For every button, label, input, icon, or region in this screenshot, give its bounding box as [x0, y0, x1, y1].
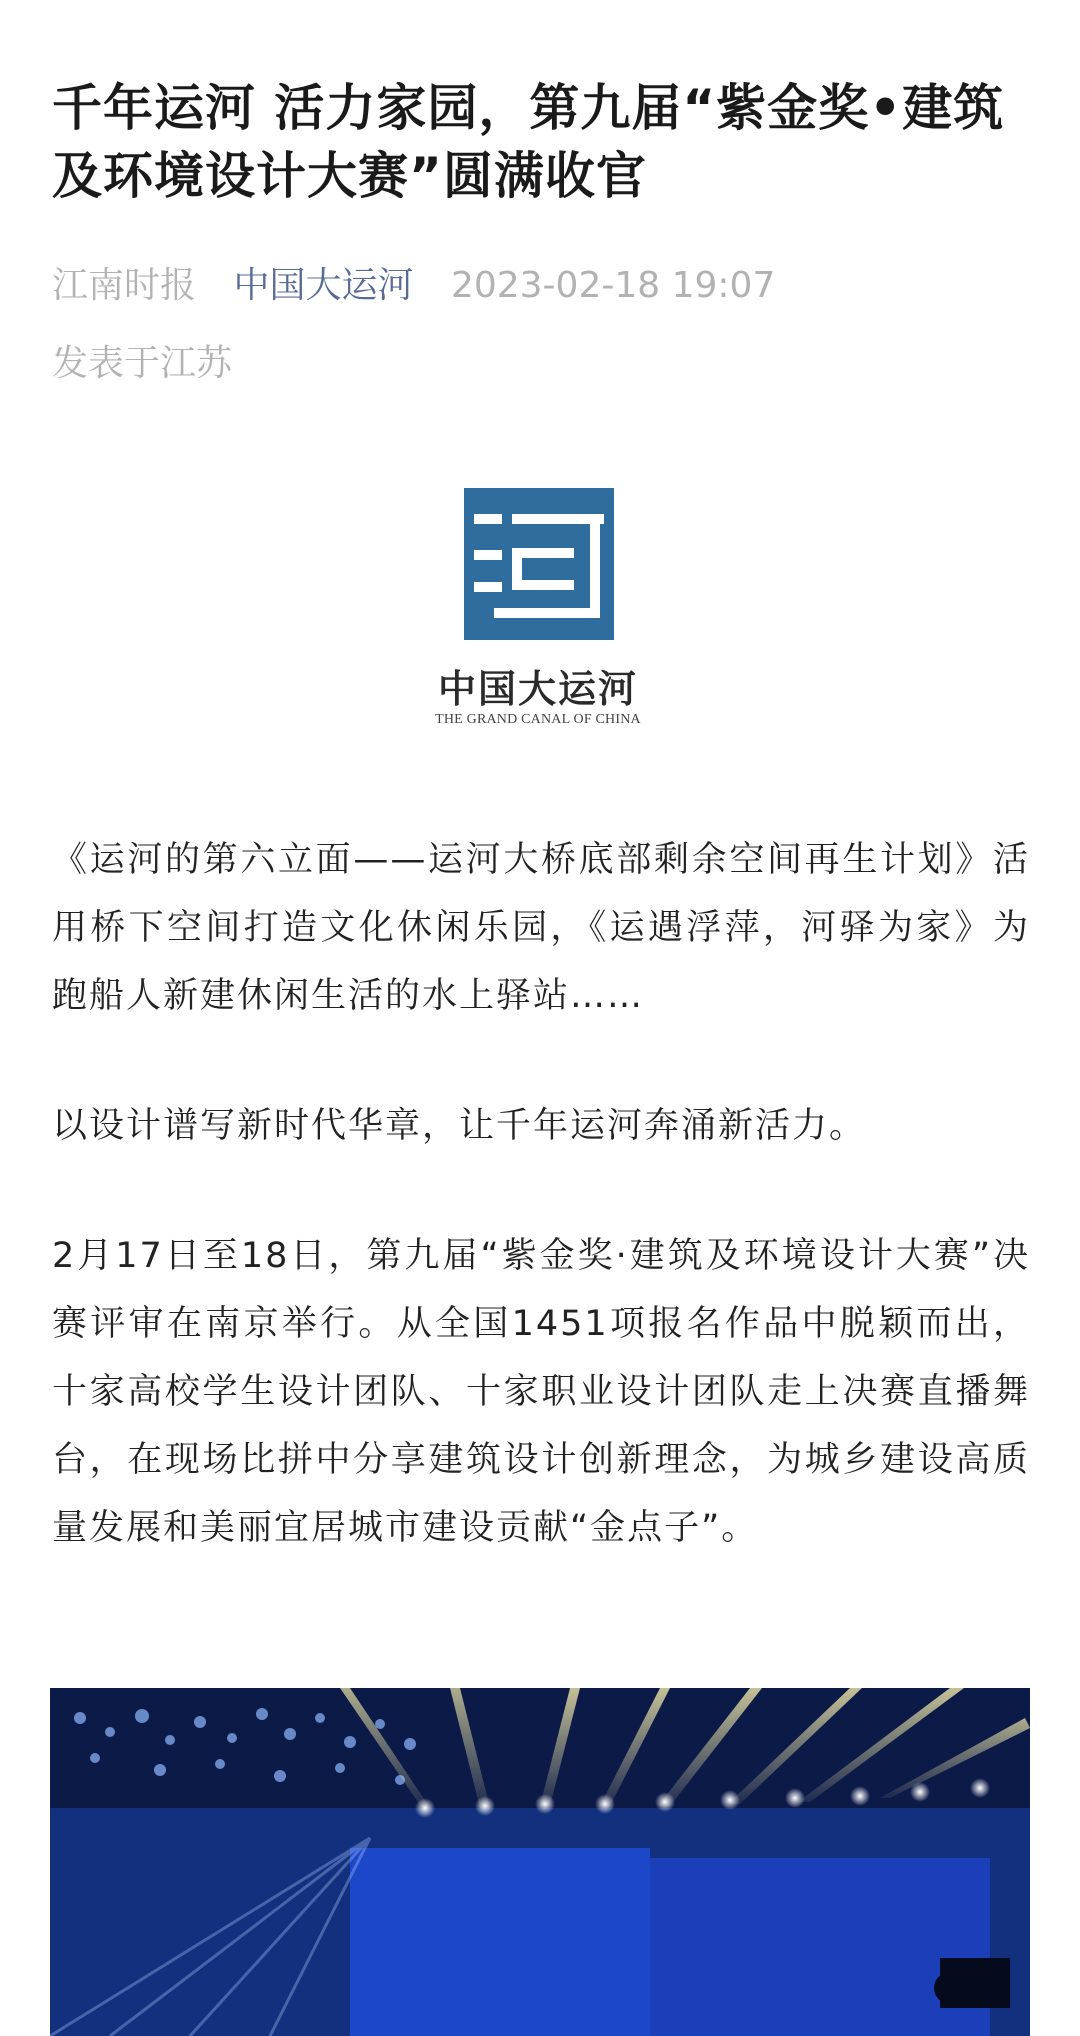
canal-logo-icon	[464, 488, 614, 640]
publish-location: 发表于江苏	[52, 343, 233, 384]
logo-english: THE GRAND CANAL OF CHINA	[435, 712, 641, 727]
paragraph-1: 《运河的第六立面——运河大桥底部剩余空间再生计划》活用桥下空间打造文化休闲乐园，《运遇浮萍，河驿为家》为跑船人新建休闲生活的水上驿站……	[52, 840, 1030, 1016]
article-title: 千年运河 活力家园，第九届“紫金奖•建筑及环境设计大赛”圆满收官	[52, 79, 1005, 205]
stage-photo	[50, 1688, 1030, 2036]
paragraph-3: 2月17日至18日，第九届“紫金奖·建筑及环境设计大赛”决赛评审在南京举行。从全国1451项报名作品中脱颖而出，十家高校学生设计团队、十家职业设计团队走上决赛直播舞台，在现场比拼中分享建筑设计创新理念，为城乡建设高质量发展和美丽宜居城市建设贡献“金点子”。	[52, 1236, 1030, 1548]
source-name: 江南时报	[52, 265, 197, 306]
publish-datetime: 2023-02-18 19:07	[450, 265, 776, 306]
paragraph-2: 以设计谱写新时代华章，让千年运河奔涌新活力。	[52, 1106, 867, 1146]
logo-name: 中国大运河	[437, 666, 638, 711]
article-meta	[52, 258, 775, 314]
account-link[interactable]: 中国大运河	[233, 265, 414, 306]
